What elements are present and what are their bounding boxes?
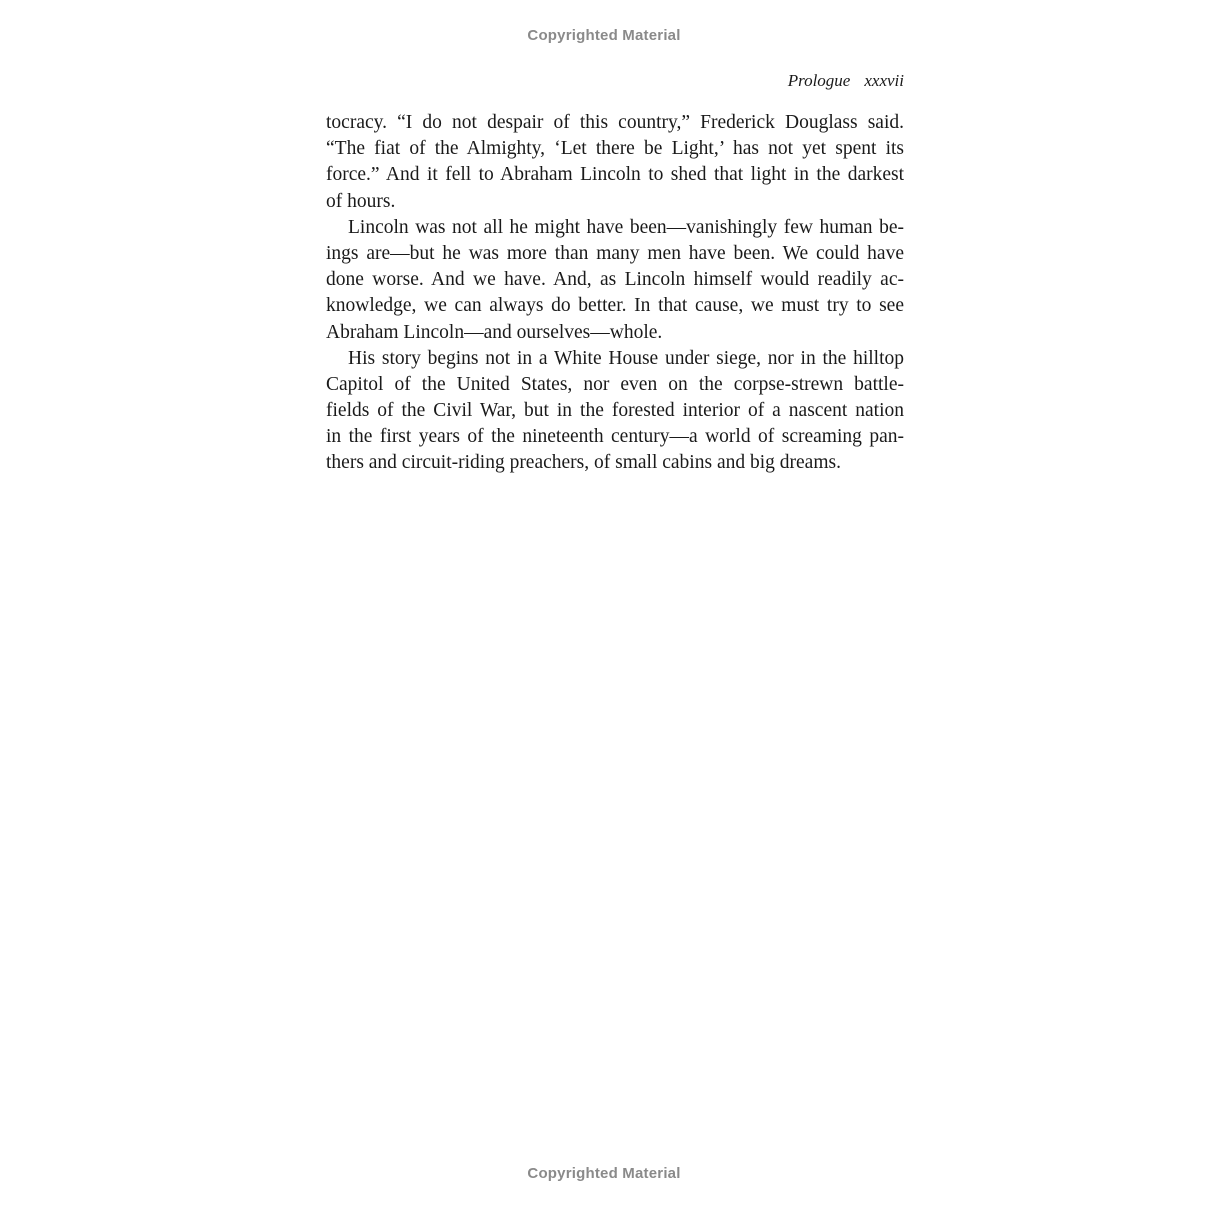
text-line: His story begins not in a White House under siege, nor in the hilltop: [348, 347, 904, 369]
text-line: “The fiat of the Almighty, ‘Let there be Light,’ has not yet spent its: [326, 138, 904, 160]
text-line: Capitol of the United States, nor even on the corpse-strewn battle-: [326, 373, 904, 395]
text-line: knowledge, we can always do better. In that cause, we must try to see: [326, 295, 904, 317]
text-line: of hours.: [326, 190, 396, 212]
text-line: tocracy. “I do not despair of this country,” Frederick Douglass said.: [326, 112, 904, 133]
text-line: Lincoln was not all he might have been—vanishingly few human be-: [348, 216, 904, 238]
text-line: thers and circuit-riding preachers, of small cabins and big dreams.: [326, 452, 841, 474]
text-line: in the first years of the nineteenth century—a world of screaming pan-: [326, 426, 904, 448]
text-line: ings are—but he was more than many men have been. We could have: [326, 242, 904, 264]
copyright-watermark-top: Copyrighted Material: [527, 27, 681, 44]
text-line: fields of the Civil War, but in the forested interior of a nascent nation: [326, 400, 904, 422]
paragraph: [326, 110, 904, 215]
page-number: xxxvii: [864, 71, 904, 90]
paragraph: [326, 215, 904, 346]
text-line: Abraham Lincoln—and ourselves—whole.: [326, 321, 663, 343]
text-line: done worse. And we have. And, as Lincoln himself would readily ac-: [326, 269, 904, 291]
running-head-section: Prologue: [787, 71, 851, 90]
body-text: [326, 110, 904, 477]
paragraph: [326, 346, 904, 477]
text-line: force.” And it fell to Abraham Lincoln to shed that light in the darkest: [326, 164, 904, 186]
copyright-watermark-bottom: Copyrighted Material: [527, 1165, 681, 1182]
running-head: [326, 71, 904, 91]
